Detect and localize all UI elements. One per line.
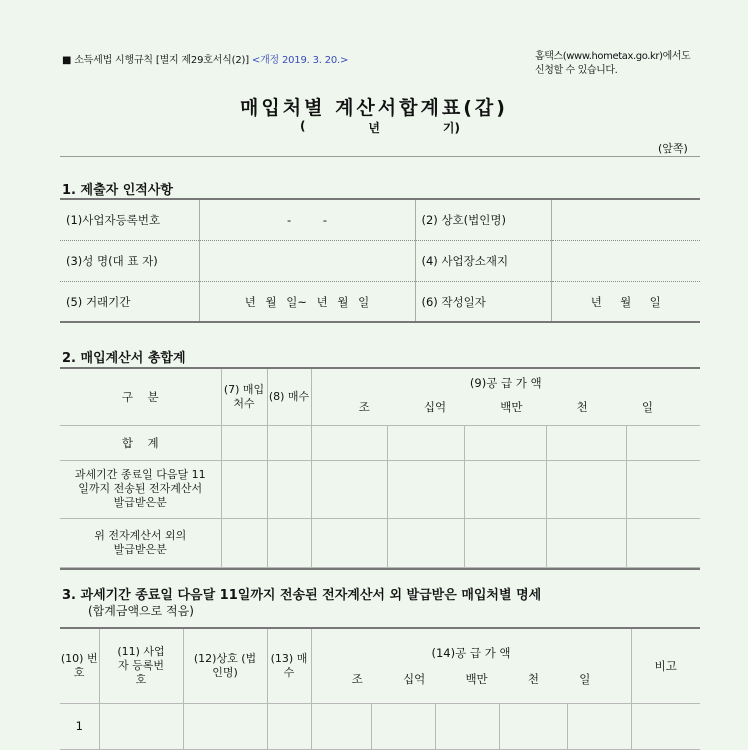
supply-amount-title: (14)공 급 가 액 [431,645,511,660]
business-reg-no-field[interactable]: - - [199,200,415,241]
note-header: 비고 [631,629,700,703]
supply-amount-header [311,629,631,703]
divider [60,156,700,157]
number-header: (10) 번호 [60,629,99,703]
table-row [60,425,700,460]
cell[interactable] [221,425,267,460]
cell[interactable] [499,703,567,749]
section2-heading: 2. 매입계산서 총합계 [62,351,186,366]
written-date-label: (6) 작성일자 [415,282,551,323]
cell[interactable] [387,425,464,460]
cell[interactable] [626,518,700,567]
unit-label: 백만 [500,400,523,414]
purchase-detail-table [60,629,700,750]
table-header-row [60,629,700,703]
cell[interactable] [267,703,311,749]
unit-label: 십억 [402,671,426,686]
reg-no-header: (11) 사업자 등록번호 [99,629,183,703]
cell[interactable] [371,703,435,749]
unit-label: 십억 [423,400,447,414]
row-label-other: 위 전자계산서 외의 발급받은분 [60,518,221,567]
regulation-header [62,51,348,66]
section2-bottom-rule [60,568,700,570]
cell[interactable] [183,703,267,749]
cell[interactable] [546,460,626,518]
supply-amount-header [311,369,700,425]
table-row [60,282,700,323]
sheet-count-header: (13) 매수 [267,629,311,703]
section1-bottom-rule [60,321,700,323]
table-row [60,518,700,567]
cell[interactable] [464,460,546,518]
unit-label: 일 [579,671,591,686]
cell[interactable] [546,425,626,460]
cell[interactable] [464,518,546,567]
section3-subheading: (합계금액으로 적음) [88,604,194,618]
cell[interactable] [221,518,267,567]
cell[interactable] [435,703,499,749]
revision-date: <개정 2019. 3. 20.> [251,55,349,66]
cell[interactable] [546,518,626,567]
cell[interactable] [311,425,387,460]
unit-label: 천 [527,671,540,686]
business-address-field[interactable] [551,241,700,282]
table-row [60,241,700,282]
cell[interactable] [631,703,700,749]
hometax-line-1: 홈택스(www.hometax.go.kr)에서도 [535,51,691,62]
written-date-field[interactable]: 년 월 일 [590,295,661,309]
cell[interactable] [267,460,311,518]
amount-units [312,671,631,687]
unit-label: 조 [358,400,370,414]
unit-label: 백만 [465,671,488,686]
section1-heading: 1. 제출자 인적사항 [62,183,173,198]
unit-label: 천 [576,400,588,414]
table-row [60,200,700,241]
business-address-label: (4) 사업장소재지 [415,241,551,282]
category-header: 구 분 [60,369,221,425]
period-year: 년 [368,121,380,135]
cell[interactable] [464,425,546,460]
page-side-label: (앞쪽) [658,142,688,155]
sheet-count-header: (8) 매수 [267,369,311,425]
trade-period-field[interactable]: 년 월 일~ 년 월 일 [199,282,415,323]
business-reg-no-label: (1)사업자등록번호 [60,200,199,241]
row-number: 1 [60,703,99,749]
cell[interactable] [311,518,387,567]
trade-period-label: (5) 거래기간 [60,282,199,323]
cell[interactable] [567,703,631,749]
cell[interactable] [99,703,183,749]
row-label-electronic: 과세기간 종료일 다음달 11일까지 전송된 전자계산서 발급받은분 [60,460,221,518]
unit-label: 조 [351,671,363,686]
cell[interactable] [626,460,700,518]
section3-heading: 3. 과세기간 종료일 다음달 11일까지 전송된 전자계산서 외 발급받은 매입처별 명세 [62,588,542,603]
company-name-label: (2) 상호(법인명) [415,200,551,241]
period-term: 기) [442,121,460,135]
cell[interactable] [387,460,464,518]
amount-units [312,399,701,415]
cell[interactable] [626,425,700,460]
purchase-summary-table [60,369,700,568]
supply-amount-title: (9)공 급 가 액 [469,376,542,390]
table-row [60,460,700,518]
cell[interactable] [311,460,387,518]
regulation-text: ■ 소득세법 시행규칙 [별지 제29호서식(2)] [62,55,249,66]
row-label-total: 합 계 [60,425,221,460]
hometax-notice [535,50,690,78]
representative-label: (3)성 명(대 표 자) [60,241,199,282]
form-title: 매입처별 계산서합계표(갑) [240,97,508,119]
company-name-header: (12)상호 (법인명) [183,629,267,703]
representative-field[interactable] [199,241,415,282]
cell[interactable] [267,425,311,460]
cell[interactable] [387,518,464,567]
hometax-line-2: 신청할 수 있습니다. [535,65,618,76]
table-header-row [60,369,700,425]
company-name-field[interactable] [551,200,700,241]
cell[interactable] [311,703,371,749]
cell[interactable] [221,460,267,518]
table-row [60,703,700,749]
purchase-places-header: (7) 매입 처수 [221,369,267,425]
unit-label: 일 [641,400,653,414]
cell[interactable] [267,518,311,567]
form-period [300,119,460,136]
submitter-info-table [60,200,700,322]
period-open: ( [300,119,306,133]
